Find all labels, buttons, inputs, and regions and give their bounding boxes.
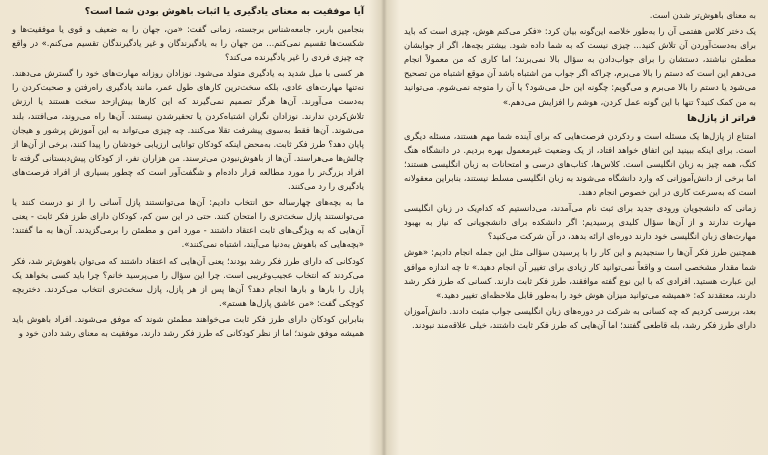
paragraph: ما به بچه‌های چهارساله حق انتخاب دادیم: آن‌ها می‌توانستند پازل آسانی را از نو درست کنند یا می‌توانستند پازل سخت‌تری را امتحان کنند. حتی در این سن کم، کودکان دارای طرز فکر ثابت - یعنی آن‌هایی که به ویژگی‌های ثابت اعتقاد داشتند - مورد امن و مطمئن را برمی‌گزیدند. آن‌ها به ما گفتند: «بچه‌هایی که باهوش به‌دنیا می‌آیند، اشتباه نمی‌کنند».	[12, 197, 364, 250]
paragraph: کودکانی که دارای طرز فکر رشد بودند؛ یعنی آن‌هایی که اعتقاد داشتند که می‌توان باهوش‌تر شد، فکر می‌کردند که انتخاب عجیب‌وغریبی است. چرا این سؤال را می‌پرسید خانم؟ چرا باید کسی بخواهد یک پازل را بارها و بارها انجام دهد؟ آن‌ها پس از هر پازل، پازل سخت‌تری انتخاب می‌کردند. دختربچه کوچکی گفت: «من عاشق پازل‌ها هستم».	[12, 255, 364, 308]
paragraph: هر کسی با میل شدید به یادگیری متولد می‌شود. نوزادان روزانه مهارت‌های خود را گسترش می‌دهند. نه‌تنها مهارت‌های عادی، بلکه سخت‌ترین کارهای طول عمر، مانند یادگیری راه‌رفتن و صحبت‌کردن را به‌دست می‌آورند. آن‌ها هرگز تصمیم نمی‌گیرند که این کارها بیش‌از‌حد سخت هستند یا ارزش تلاش‌کردن ندارند. نوزادان نگران اشتباه‌کردن یا تحقیرشدن نیستند. آن‌ها راه می‌روند، می‌افتند، بلند می‌شوند. آن‌ها فقط به‌سوی پیشرفت تقلا می‌کنند. چه چیزی می‌تواند به این آموزش پرشور و هیجان پایان دهد؟ طرز فکر ثابت. به‌محض اینکه کودکان توانایی ارزیابی خودشان را پیدا کنند، برخی از آن‌ها از چالش‌ها می‌هراسند. آن‌ها از باهوش‌نبودن می‌ترسند. من هزاران نفر، از کودکان پیش‌دبستانی گرفته تا افراد بزرگ‌تر را مورد مطالعه قرار داده‌ام و شگفت‌آور است که چطور بسیاری از افراد فرصت‌های یادگیری را رد می‌کنند.	[12, 68, 364, 192]
paragraph: به معنای باهوش‌تر شدن است.	[649, 10, 756, 20]
right-page	[384, 0, 768, 455]
paragraph: زمانی که دانشجویان ورودی جدید برای ثبت نام می‌آمدند، می‌دانستیم که کدام‌یک در زبان انگلیسی مهارت ندارند و از آن‌ها سؤال کلیدی پرسیدیم: اگر دانشکده برای دانشجویانی که نیاز به بهبود مهارت‌های زبان انگلیسی خود دارند دوره‌ای ارائه بدهد، در آن شرکت می‌کنید؟	[404, 203, 756, 242]
section-heading: آیا موفقیت به معنای یادگیری یا اثبات باهوش بودن شما است؟	[84, 6, 364, 17]
section-heading: فراتر از پازل‌ها	[687, 112, 756, 124]
paragraph: بعد، بررسی کردیم که چه کسانی به شرکت در دوره‌های زبان انگلیسی جواب مثبت دادند. دانش‌آموزان دارای طرز فکر رشد، بله قاطعی گفتند؛ اما آن‌هایی که طرز فکر ثابت داشتند، خیلی علاقه‌مند نبودند.	[404, 305, 756, 330]
paragraph: یک دختر کلاس هفتمی آن را به‌طور خلاصه این‌گونه بیان کرد: «فکر می‌کنم هوش، چیزی است که باید برای به‌دست‌آوردن آن تلاش کنید... چیزی نیست که به شما داده شود. بیشتر بچه‌ها، اگر از جوابشان مطمئن نباشند، دستشان را برای جواب‌دادن به سؤال بالا نمی‌برند؛ اما کاری که من معمولاً انجام می‌دهم این است که دستم را بالا می‌برم، چراکه اگر جواب من اشتباه باشد آن موقع اشتباه من تصحیح می‌شود یا دستم را بالا می‌برم و می‌گویم: چگونه این حل می‌شود؟ یا آن را متوجه نمی‌شوم. می‌توانید به من کمک کنید؟ تنها با این گونه عمل کردن، هوشم را افزایش می‌دهم.»	[404, 26, 756, 107]
paragraph: امتناع از پازل‌ها یک مسئله است و ردکردن فرصت‌هایی که برای آینده شما مهم هستند، مسئله دیگری است. برای اینکه ببینید این اتفاق خواهد افتاد، از یک وضعیت غیرمعمول بهره بردیم. در دانشگاه هنگ کنگ، همه چیز به زبان انگلیسی است. کلاس‌ها، کتاب‌های درسی و امتحانات به زبان انگلیسی هستند؛ اما برخی از دانش‌آموزانی که وارد دانشگاه می‌شوند به زبان انگلیسی مسلط نیستند، بنابراین معقولانه است که به‌سرعت کاری در این خصوص انجام دهند.	[404, 130, 756, 198]
paragraph: بنابراین کودکان دارای طرز فکر ثابت می‌خواهند مطمئن شوند که موفق می‌شوند. افراد باهوش باید همیشه موفق شوند؛ اما از نظر کودکانی که طرز فکر رشد دارند، موفقیت به معنای رشد دادن خود و	[12, 313, 364, 338]
paragraph: همچنین طرز فکر آن‌ها را سنجیدیم و این کار را با پرسیدن سؤالی مثل این جمله انجام دادیم: «هوش شما مقدار مشخصی است و واقعاً نمی‌توانید کار زیادی برای تغییر آن انجام دهید.» تا چه اندازه موافق این عبارت هستید. افرادی که با این نوع گفته موافقند، طرز فکر ثابت دارند. کسانی که طرز فکر رشد دارند، معتقدند که: «همیشه می‌توانید میزان هوش خود را به‌طور قابل ملاحظه‌ای تغییر دهید.»	[404, 247, 756, 300]
paragraph: بنجامین باربر، جامعه‌شناس برجسته، زمانی گفت: «من، جهان را به ضعیف و قوی یا موفقیت‌ها و شکست‌ها تقسیم نمی‌کنم... من جهان را به یادگیرندگان و غیر یادگیرندگان تقسیم می‌کنم.» در واقع چه چیزی فردی را غیر یادگیرنده می‌کند؟	[12, 24, 364, 63]
